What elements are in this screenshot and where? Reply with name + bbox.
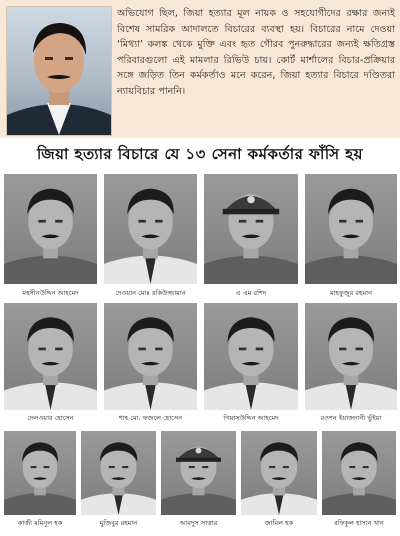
officer-name-caption: কাজী মমিনুল হক [17, 519, 63, 527]
officer-photo [305, 174, 397, 284]
officer-photo [4, 431, 76, 515]
officer-photo [104, 174, 197, 284]
officer-photo [241, 431, 317, 515]
officer-photo [81, 431, 156, 515]
officer-photo [4, 303, 97, 410]
officer-photo [161, 431, 236, 515]
officer-name-caption: মহসীনউদ্দিন আহমেদ [22, 289, 79, 297]
portrait-photo [6, 6, 112, 136]
officer-name-caption: এ এম রশিদ [235, 289, 267, 297]
officer-name-caption: জামিল হক [264, 519, 294, 527]
officer-name-caption: রফিকুল হাসান খান [334, 519, 384, 527]
intro-paragraph: অভিযোগ ছিল, জিয়া হত্যার মূল নায়ক ও সহযোগীদের রক্ষার জন্যই বিশেষ সামরিক আদালতে বিচারের ব্যবস্থা হয়। বিচারের নামে দেওয়া ‘মিথ্যা’ কলঙ্ক থেকে মুক্তি এবং হৃত গৌরব পুনরুদ্ধারের জন্যই ক্ষতিগ্রস্ত পরিবারগুলো এই মামলার রিভিউ চায়। কোর্ট মার্শালের বিচার-প্রক্রিয়ার সঙ্গে জড়িত তিন কর্মকর্তাও মনে করেন, জিয়া হত্যার বিচারে দণ্ডিতরা ন্যায়বিচার পাননি। [117, 8, 395, 97]
officer-photo [305, 303, 397, 410]
officer-name-caption: গিয়াসউদ্দিন আহমেদ [223, 414, 279, 422]
officer-photo [322, 431, 396, 515]
officer-name-caption: দেওয়ান মোঃ রকিউজ্জামান [115, 289, 186, 297]
officer-name-caption: মুজিবুর রহমান [99, 519, 138, 527]
officer-photo [4, 174, 97, 284]
officer-name-caption: দেলওয়ার হোসেন [27, 414, 74, 422]
officer-photo [204, 174, 298, 284]
officer-name-caption: আবদুস সাত্তার [179, 519, 218, 527]
officer-name-caption: মাহফুজুর রহমান [329, 289, 373, 297]
officer-photo [104, 303, 197, 410]
officer-name-caption: রওশন ইয়াজদানী ভুঁইয়া [320, 414, 382, 422]
officer-name-caption: শাহ মো. ফজলে হোসেন [118, 414, 183, 422]
headline: জিয়া হত্যার বিচারে যে ১৩ সেনা কর্মকর্তার ফাঁসি হয় [36, 145, 364, 163]
officer-photo [204, 303, 298, 410]
